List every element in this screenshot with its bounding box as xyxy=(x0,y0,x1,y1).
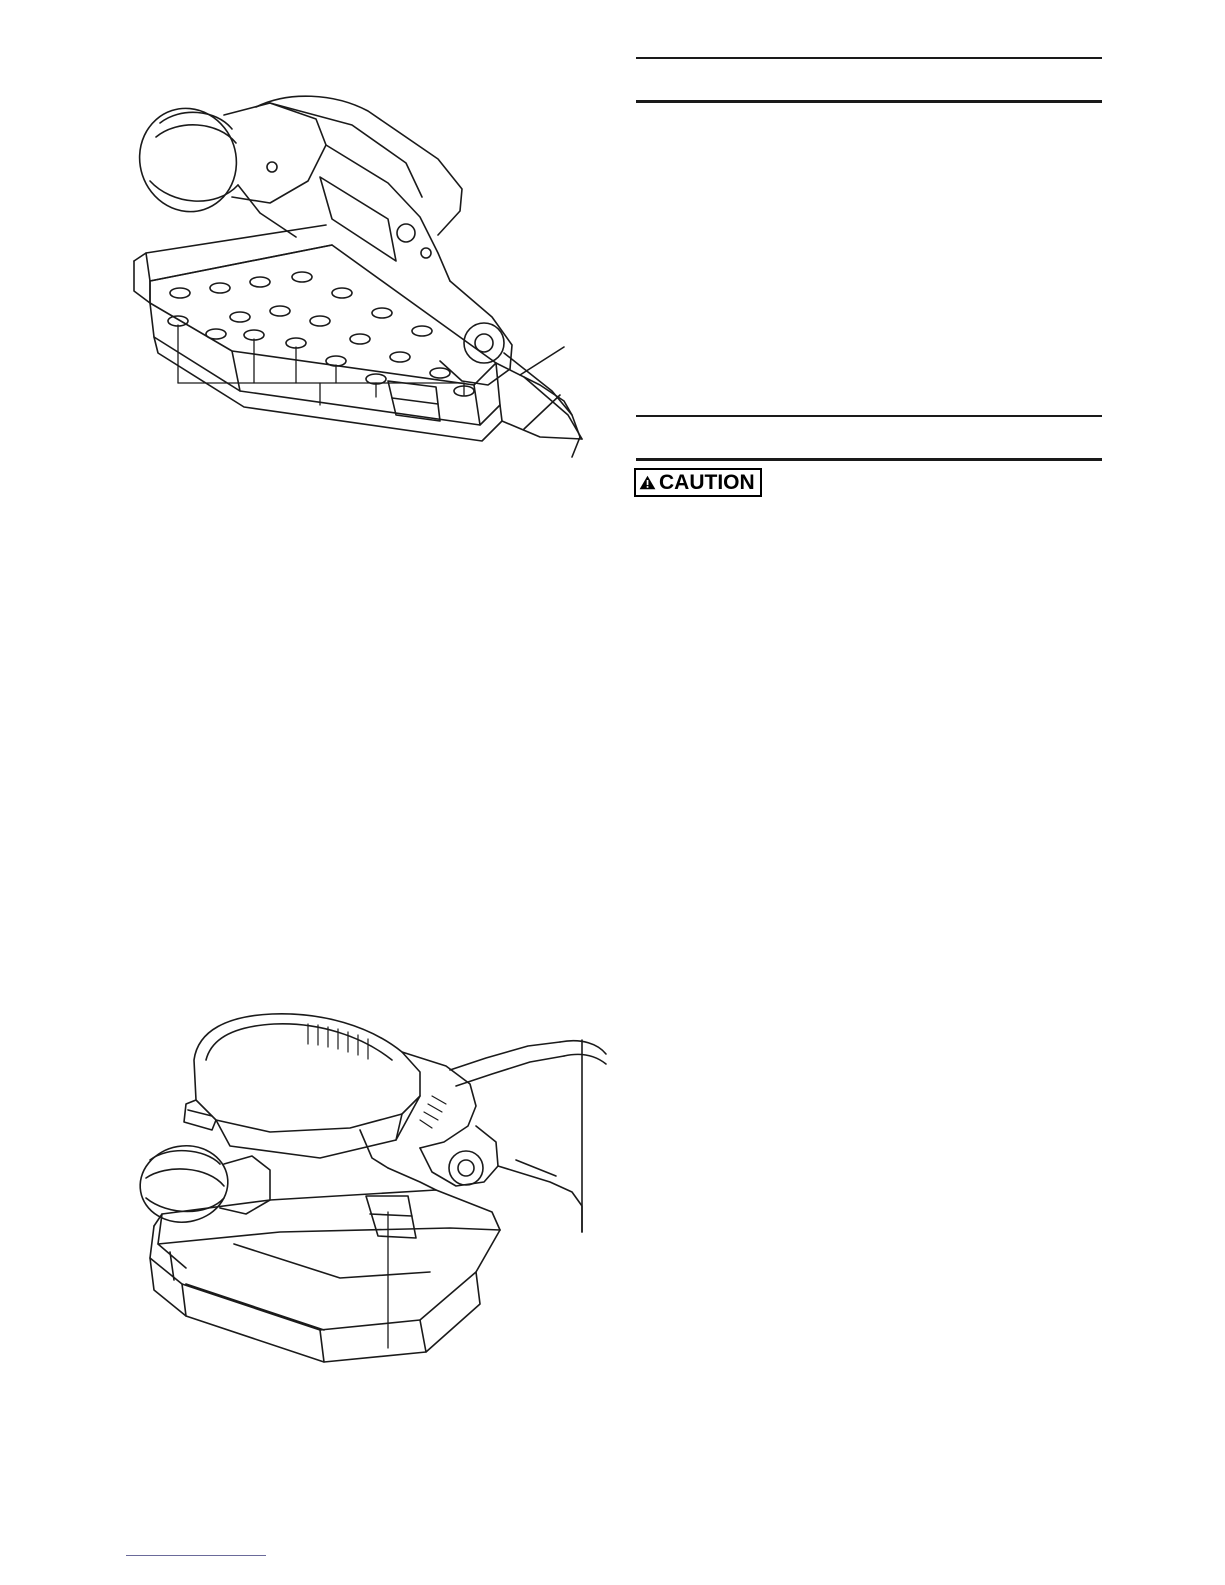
figure-orbital-sander-side-view xyxy=(120,1000,610,1370)
caution-badge xyxy=(634,468,762,497)
pad-dust-holes xyxy=(168,272,474,396)
figure-orbital-sander-base-underside xyxy=(120,85,620,505)
warning-triangle-icon xyxy=(639,475,656,490)
sander-motor-housing xyxy=(184,1014,420,1158)
section-rule-mid-thick xyxy=(636,458,1102,461)
section-rule-top-thin xyxy=(636,57,1102,59)
sander-body-outline xyxy=(126,96,582,457)
section-rule-top-thick xyxy=(636,100,1102,103)
footer-rule xyxy=(126,1555,266,1556)
sander-base-pad xyxy=(150,1040,582,1362)
section-rule-mid-thin xyxy=(636,415,1102,417)
sander-front-knob xyxy=(134,1139,270,1229)
caution-label: CAUTION xyxy=(659,471,755,494)
sander-pad-base xyxy=(134,225,582,441)
